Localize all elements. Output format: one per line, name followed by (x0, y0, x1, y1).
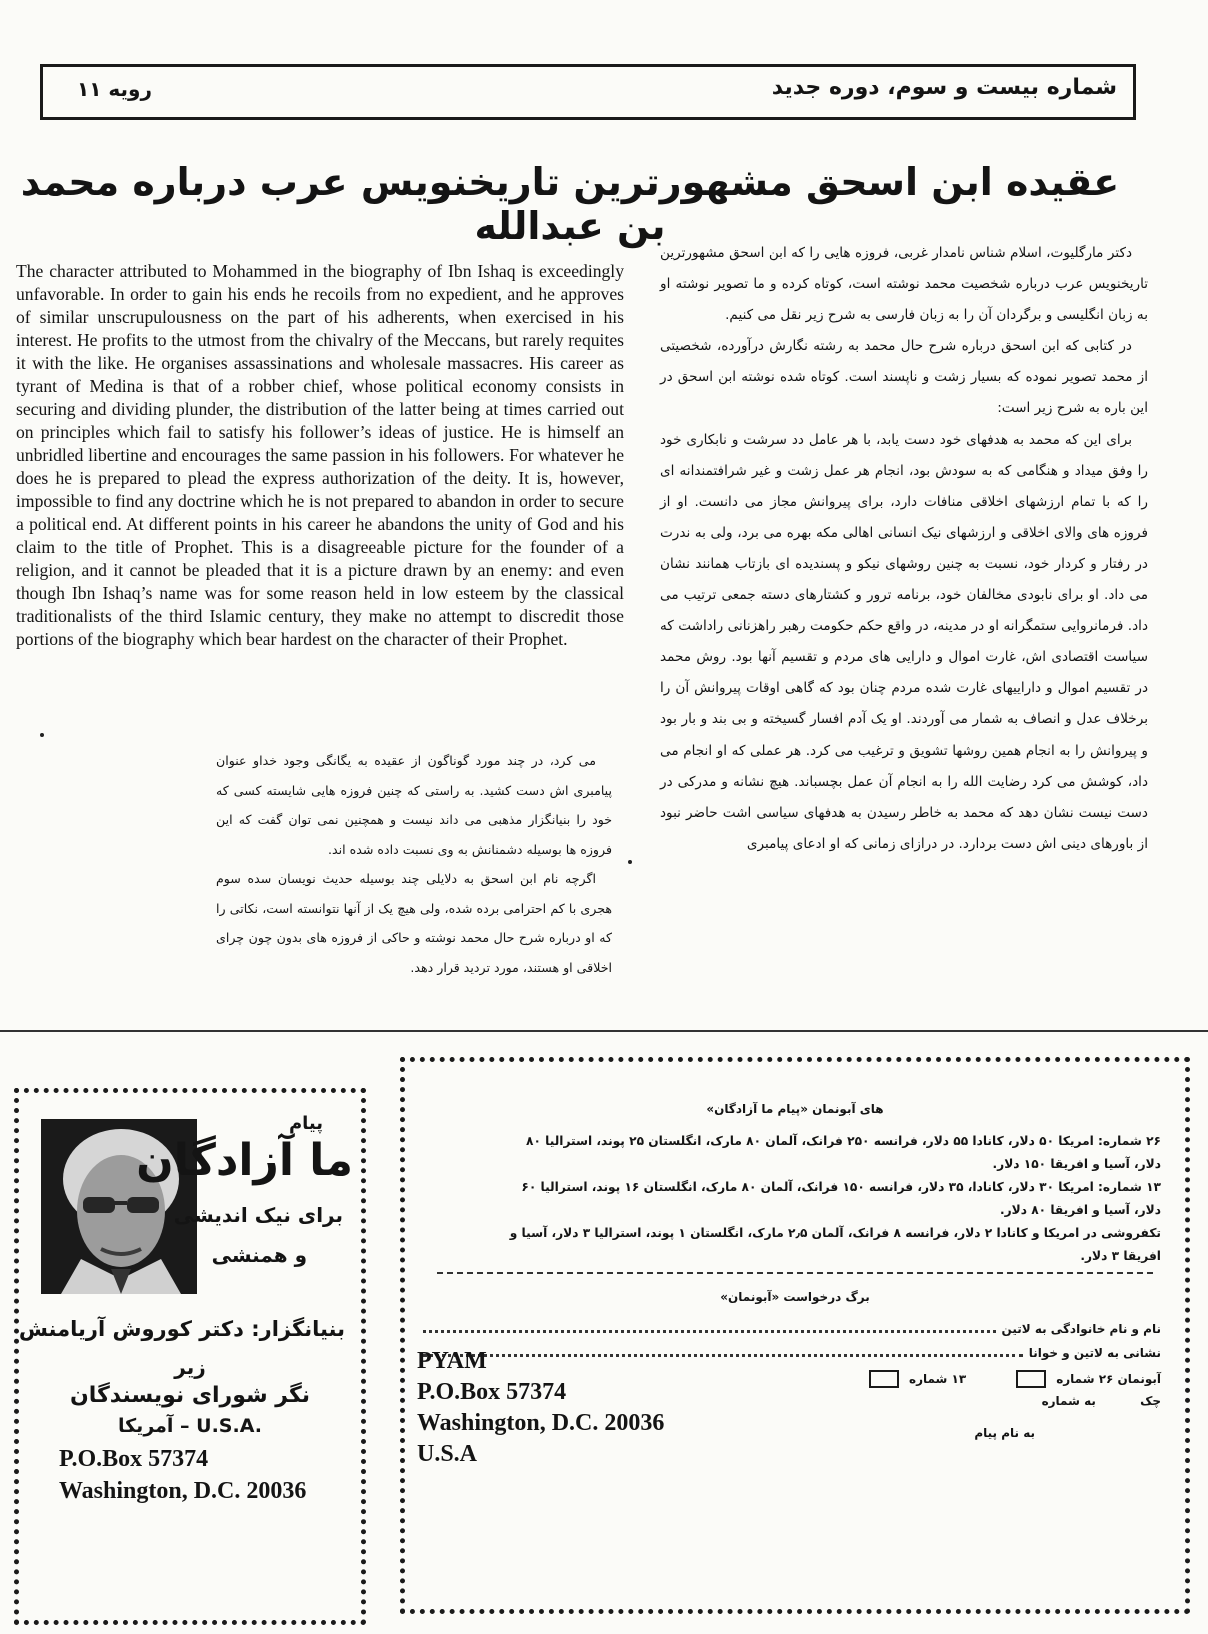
ad-address (59, 1443, 306, 1507)
form-title: برگ درخواست «آبونمان» (720, 1290, 870, 1304)
persian-right-column (660, 238, 1148, 860)
section-divider (0, 1030, 1208, 1032)
rate-line: تکفروشی در امریکا و کانادا ۲ دلار، فرانسه ۸ فرانک، آلمان ۲٫۵ مارک، انگلستان ۱ پوند، استرالیا ۳ دلار، آسیا و (509, 1226, 1161, 1240)
check-number-label: به شماره (1041, 1394, 1096, 1408)
sub-address-name: PYAM (417, 1348, 487, 1374)
name-field-label: نام و نام خانوادگی به لاتین (1001, 1322, 1161, 1336)
name-field-line[interactable] (423, 1320, 996, 1333)
rate-line: دلار، آسیا و افریقا ۸۰ دلار. (999, 1203, 1161, 1217)
subscription-heading: های آبونمان «پیام ما آزادگان» (706, 1102, 884, 1116)
check-label: چک (1140, 1394, 1161, 1408)
persian-paragraph: اگرچه نام ابن اسحق به دلایلی چند بوسیله حدیث نویسان سده سوم هجری با کم احترامی برده شده، ولی هیچ یک از آنها نتوانسته است، نکاتی را که او درباره شرح حال محمد نوشته و حاکی از فروزه های بدون چون چرای اخلاقی او هستند، مورد تردید قرار دهد. (216, 871, 612, 975)
article-title: عقیده ابن اسحق مشهورترین تاریخنویس عرب درباره محمد بن عبدالله (20, 160, 1120, 248)
subscription-options (869, 1370, 1161, 1388)
column-marker (628, 860, 632, 864)
ad-country: آمریکا – U.S.A. (118, 1415, 262, 1437)
persian-left-column (216, 746, 612, 982)
ad-tagline: برای نیک اندیشی (173, 1203, 343, 1227)
subscription-box (400, 1057, 1190, 1614)
ad-po-box: P.O.Box 57374 (59, 1446, 209, 1472)
option-13-label: ۱۳ شماره (909, 1372, 967, 1386)
persian-paragraph: دکتر مارگلیوت، اسلام شناس نامدار غربی، فروزه هایی را که ابن اسحق مشهورترین تاریخنویس عرب درباره شخصیت محمد نوشته است، کوتاه کرده و ما تصویر نوشته او به زبان انگلیسی و برگردان آن را به زبان فارسی به شرح زیر نقل می کنیم. (660, 245, 1148, 324)
subscription-address (417, 1346, 664, 1470)
column-marker (40, 733, 44, 737)
ad-city: Washington, D.C. 20036 (59, 1478, 307, 1504)
rate-line: افریقا ۳ دلار. (1080, 1249, 1161, 1263)
page-number: رویه ۱۱ (77, 77, 152, 101)
sub-address-city: Washington, D.C. 20036 (417, 1410, 665, 1436)
rate-line: دلار، آسیا و افریقا ۱۵۰ دلار. (992, 1157, 1161, 1171)
payam-ad-box (14, 1088, 366, 1625)
rate-line: ۲۶ شماره: امریکا ۵۰ دلار، کانادا ۵۵ دلار، فرانسه ۲۵۰ فرانک، آلمان ۸۰ مارک، انگلستان ۲۵ پوند، استرالیا ۸۰ (526, 1134, 1161, 1148)
option-13-checkbox[interactable] (869, 1370, 899, 1388)
ad-payam-label: پیام (288, 1113, 323, 1134)
issue-info: شماره بیست و سوم، دوره جدید (771, 75, 1117, 100)
rate-line: ۱۳ شماره: امریکا ۳۰ دلار، کانادا، ۳۵ دلار، فرانسه ۱۵۰ فرانک، آلمان ۸۰ مارک، انگلستان ۱۶ پوند، استرالیا ۶۰ (521, 1180, 1161, 1194)
persian-paragraph: در کتابی که ابن اسحق درباره شرح حال محمد به رشته نگارش درآورده، شخصیتی از محمد تصویر نموده که بسیار زشت و ناپسند است. کوتاه شده نوشته ابن اسحق در این باره به شرح زیر است: (660, 338, 1148, 417)
form-separator (437, 1272, 1153, 1274)
address-field-label: نشانی به لاتین و خوانا (1028, 1346, 1161, 1360)
check-info (1002, 1394, 1161, 1408)
subscription-rates (423, 1130, 1161, 1268)
option-26-label: آبونمان ۲۶ شماره (1056, 1372, 1161, 1386)
sub-address-country: U.S.A (417, 1441, 478, 1467)
english-article-text: The character attributed to Mohammed in the biography of Ibn Ishaq is exceedingly unfavorable. In order to gain his ends he recoils from no expedient, and he approves of similar unscrupulousness on the part of his adherents, when exercised in his interest. He profits to the utmost from the chivalry of the Meccans, but rarely requites it with the like. He organises assassinations and wholesale massacres. His career as tyrant of Medina is that of a robber chief, whose political economy consists in securing and dividing plunder, the distribution of the latter being at times carried out on principles which fail to satisfy his follower’s ideas of justice. He is himself an unbridled libertine and encourages the same passion in his followers. For whatever he does he is prepared to plead the express authorization of the deity. It is, however, impossible to find any doctrine which he is not prepared to abandon in order to secure a political end. At different points in his career he abandons the unity of God and his claim to the title of Prophet. This is a disagreeable picture for the founder of a religion, and it cannot be pleaded that it is a picture drawn by an enemy: and even though Ibn Ishaq’s name was for some reason held in low esteem by the classical traditionalists of the third Islamic century, they make no attempt to discredit those portions of the biography which bear hardest on the character of their Prophet. (16, 261, 624, 649)
name-field[interactable] (423, 1320, 1161, 1336)
payable-to: به نام پیام (974, 1426, 1035, 1440)
option-26-checkbox[interactable] (1016, 1370, 1046, 1388)
persian-paragraph: برای این که محمد به هدفهای خود دست یابد، با هر عامل دد سرشت و نابکاری خود را وفق میداد و هنگامی که به سودش بود، انجام هر عمل زشت و غیر شرافتمندانه ای را که با تمام ارزشهای اخلاقی منافات دارد، برای پیروانش مجاز می دانست. او از فروزه های والای اخلاقی و ارزشهای نیک انسانی اهالی مکه بهره می برد، ولی به ندرت در رفتار و کردار خود، نسبت به چنین روشهای نیکو و پسندیده ای بازتاب همانند نشان می داد. او برای نابودی مخالفان خود، برنامه ترور و کشتارهای دسته جمعی ترتیب می داد. فرمانروایی ستمگرانه او در مدینه، در واقع حکم حکومت رهبر راهزنانی راداشت که سیاست اقتصادی اش، غارت اموال و دارایی های مردم و تقسیم آنها بود. روش محمد در تقسیم اموال و داراییهای غارت شده مردم چنان بود که گاهی اوقات پیروانش آن را برخلاف عدل و انصاف به شمار می آوردند. او یک آدم افسار گسیخته و بی بند و بار بود و پیروانش را به انجام همین روشها تشویق و ترغیب می کرد. هر عملی که او انجام می داد، کوشش می کرد رضایت الله را به انجام آن عمل بچسباند. هیچ نشانه و مدرکی در دست نیست نشان دهد که محمد به خاطر رسیدن به هدفهای سیاسی اشت حاضر نبود از باورهای دینی اش دست بردارد. در درازای زمانی که او ادعای پیامبری (660, 431, 1148, 852)
ad-logo-text: ما آزادگان (136, 1135, 353, 1186)
persian-paragraph: می کرد، در چند مورد گوناگون از عقیده به یگانگی وجود خداو عنوان پیامبری اش دست کشید. به راستی که چنین فروزه هایی شایسته کسی که خود را بنیانگزار مذهبی می داند نیست و همچنین نمی توان گفت که این فروزه ها بوسیله دشمنانش به وی نسبت داده شده اند. (216, 753, 612, 857)
ad-tagline: و همنشی (211, 1243, 307, 1267)
ad-council: نگر شورای نویسندگان (69, 1383, 311, 1408)
ad-founder: بنیانگزار: دکتر کوروش آریامنش (18, 1317, 345, 1341)
sub-address-po-box: P.O.Box 57374 (417, 1379, 567, 1405)
ad-under-label: زیر (174, 1355, 206, 1379)
page-header (40, 64, 1136, 120)
